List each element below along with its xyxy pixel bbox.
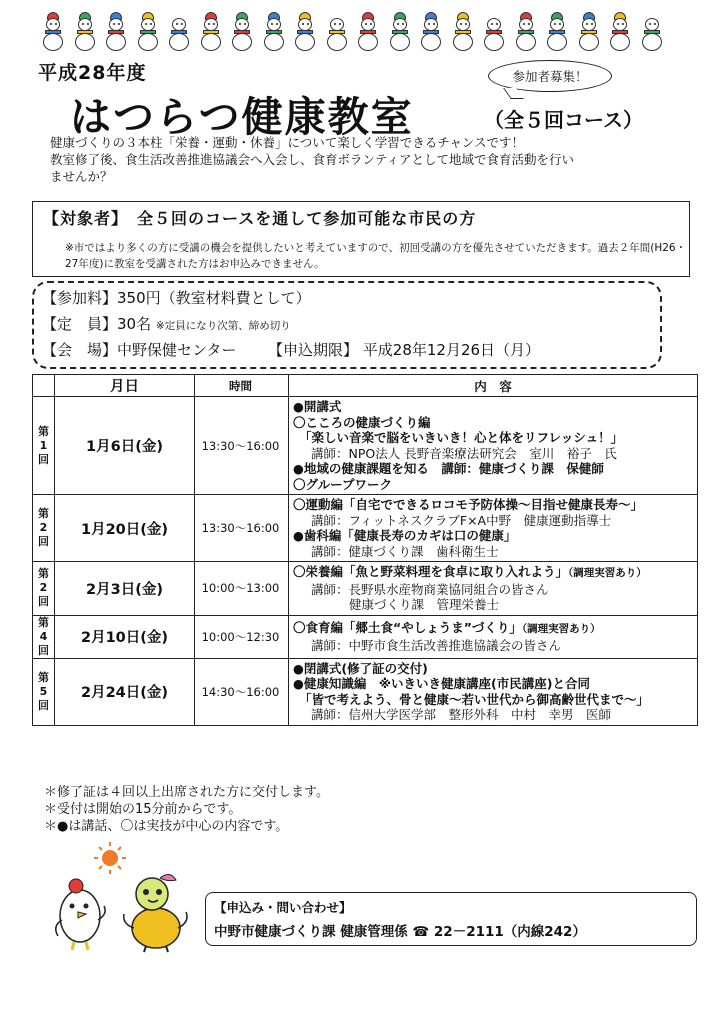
note-line: ＊修了証は４回以上出席された方に交付します。 [44, 785, 329, 800]
content-text: ●開講式 [293, 399, 342, 414]
content-line [293, 477, 693, 493]
fee-label: 【参加料】 [42, 289, 118, 307]
content-text: 講師：信州大学医学部 整形外科 中村 幸男 医師 [311, 707, 612, 722]
capacity-note: ※定員になり次第、締め切り [155, 320, 291, 332]
session-content [289, 615, 698, 658]
content-line [293, 638, 693, 654]
session-content [289, 397, 698, 495]
note-line: ＊受付は開始の15分前からです。 [44, 802, 242, 817]
cooking-practice-note: （調理実習あり） [568, 567, 647, 579]
mascot-illustration [48, 836, 198, 954]
content-line [293, 597, 693, 613]
content-line [293, 661, 693, 677]
capacity-row [42, 313, 291, 334]
snowman-icon [168, 12, 190, 52]
content-text: ●地域の健康課題を知る 講師：健康づくり課 保健師 [293, 461, 604, 476]
content-text: 健康づくり課 管理栄養士 [349, 597, 500, 612]
snowman-icon [452, 12, 474, 52]
capacity-label: 【定 員】 [42, 315, 118, 333]
content-line [293, 676, 693, 692]
content-line [293, 528, 693, 544]
content-text: 〇食育編「郷土食“やしょうま”づくり」 [293, 620, 522, 635]
content-line [293, 620, 693, 638]
session-number [33, 615, 55, 658]
session-time: 10:00～12:30 [195, 615, 289, 658]
content-text: 講師：中野市食生活改善推進協議会の皆さん [311, 637, 562, 653]
snowman-border-decoration [42, 12, 682, 52]
content-text: ●歯科編「健康長寿のカギは口の健康」 [293, 528, 517, 543]
snowman-icon [326, 12, 348, 52]
session-number-char: 2 [39, 581, 48, 595]
contact-box [205, 892, 697, 946]
content-line [293, 692, 693, 708]
session-time: 13:30～16:00 [195, 397, 289, 495]
bubble-text: 参加者募集！ [512, 69, 588, 84]
intro-text [50, 134, 690, 185]
session-number [33, 495, 55, 562]
session-date: 2月3日(金) [55, 562, 195, 616]
schedule-table [32, 374, 698, 726]
session-date: 1月6日(金) [55, 397, 195, 495]
session-date: 2月24日(金) [55, 658, 195, 725]
notes [44, 784, 329, 835]
snowman-icon [357, 12, 379, 52]
session-content [289, 658, 698, 725]
content-text: 「楽しい音楽で脳をいきいき！心と体をリフレッシュ！」 [299, 430, 624, 445]
content-text: 〇こころの健康づくり編 [293, 414, 431, 430]
turtle-mascot-icon [124, 874, 187, 952]
session-number-char: 第 [38, 567, 49, 581]
cooking-practice-note: （調理実習あり） [521, 623, 601, 635]
table-row [33, 562, 698, 616]
event-info-box [32, 281, 662, 369]
session-date: 1月20日(金) [55, 495, 195, 562]
content-text: ●健康知識編 ※いきいき健康講座(市民講座)と合同 [293, 676, 590, 691]
target-audience-box [32, 201, 690, 277]
snowman-icon [137, 12, 159, 52]
session-number-char: 5 [39, 684, 48, 698]
contact-line: 中野市健康づくり課 健康管理係 ☎ 22－2111（内線242） [214, 924, 586, 940]
session-number-char: 1 [39, 438, 48, 452]
snowman-icon [231, 12, 253, 52]
content-text: 講師：長野県水産物商業協同組合の皆さん [311, 581, 549, 597]
snowman-icon [389, 12, 411, 52]
session-number-char: 第 [38, 424, 49, 438]
content-text: ●閉講式(修了証の交付) [293, 660, 428, 676]
venue-value: 中野保健センター [117, 341, 237, 359]
snowman-icon [420, 12, 442, 52]
fiscal-year-label: 平成28年度 [38, 62, 147, 84]
table-row [33, 615, 698, 658]
table-row [33, 397, 698, 495]
venue-row [42, 339, 540, 360]
session-time: 13:30～16:00 [195, 495, 289, 562]
content-line [293, 564, 693, 582]
snowman-icon [42, 12, 64, 52]
content-text: 〇グループワーク [293, 476, 393, 492]
session-number [33, 562, 55, 616]
session-number [33, 658, 55, 725]
snowman-icon [578, 12, 600, 52]
table-row [33, 495, 698, 562]
deadline-value: 平成28年12月26日（月） [362, 341, 541, 359]
table-row [33, 658, 698, 725]
content-text: 「皆で考えよう、骨と健康～若い世代から御高齢世代まで～」 [299, 691, 650, 707]
snowman-icon [294, 12, 316, 52]
session-number-char: 回 [38, 595, 49, 609]
snowman-icon [74, 12, 96, 52]
header-blank [33, 375, 55, 397]
session-number-char: 回 [38, 698, 49, 712]
header-date: 月日 [55, 375, 195, 397]
content-line [293, 544, 693, 560]
session-content [289, 495, 698, 562]
session-time: 10:00～13:00 [195, 562, 289, 616]
capacity-value: 30名 [117, 315, 152, 333]
contact-heading: 【申込み・問い合わせ】 [214, 900, 352, 915]
content-line [293, 430, 693, 446]
intro-line: 教室修了後、食生活改善推進協議会へ入会し、食育ボランティアとして地域で食育活動を行い [50, 152, 575, 167]
content-text: 講師：フィットネスクラブF×A中野 健康運動指導士 [311, 512, 612, 528]
page-title: はつらつ健康教室 [70, 93, 414, 141]
content-text: 〇運動編「自宅でできるロコモ予防体操～目指せ健康長寿～」 [293, 497, 644, 512]
session-content [289, 562, 698, 616]
venue-label: 【会 場】 [42, 341, 118, 359]
session-number-char: 2 [39, 521, 48, 534]
content-text: 〇栄養編「魚と野菜料理を食卓に取り入れよう」 [293, 564, 569, 579]
intro-line: 健康づくりの３本柱「栄養・運動・休養」について楽しく学習できるチャンスです！ [50, 135, 525, 150]
sun-icon [94, 842, 126, 874]
session-number-char: 回 [38, 535, 49, 548]
content-line [293, 461, 693, 477]
content-line [293, 415, 693, 431]
fee-row [42, 287, 311, 308]
snowman-icon [200, 12, 222, 52]
session-time: 14:30～16:00 [195, 658, 289, 725]
note-line: ＊●は講話、〇は実技が中心の内容です。 [44, 819, 289, 834]
session-number-char: 第 [38, 615, 49, 629]
fee-value: 350円（教室材料費として） [117, 289, 311, 307]
header-time: 時間 [195, 375, 289, 397]
snowman-icon [609, 12, 631, 52]
table-header-row [33, 375, 698, 397]
session-number [33, 397, 55, 495]
session-number-char: 第 [38, 670, 49, 684]
intro-line: ませんか？ [50, 169, 113, 184]
target-heading: 【対象者】 全５回のコースを通して参加可能な市民の方 [43, 209, 477, 228]
content-line [293, 399, 693, 415]
content-line [293, 513, 693, 529]
snowman-icon [263, 12, 285, 52]
session-number-char: 回 [38, 643, 49, 657]
content-line [293, 497, 693, 513]
content-line [293, 582, 693, 598]
session-number-char: 第 [38, 507, 49, 520]
header-content: 内 容 [289, 375, 698, 397]
content-text: 講師：健康づくり課 歯科衛生士 [311, 543, 499, 559]
content-line [293, 707, 693, 723]
course-count-label: （全５回コース） [484, 108, 643, 132]
snowman-icon [105, 12, 127, 52]
snowman-icon [641, 12, 663, 52]
session-number-char: 回 [38, 452, 49, 466]
session-number-char: 4 [39, 629, 48, 643]
deadline-label: 【申込期限】 [267, 341, 358, 359]
snowman-icon [546, 12, 568, 52]
snowman-icon [483, 12, 505, 52]
bird-mascot-icon [56, 879, 105, 950]
recruiting-speech-bubble [488, 60, 612, 92]
session-date: 2月10日(金) [55, 615, 195, 658]
content-line [293, 446, 693, 462]
content-text: 講師：NPO法人 長野音楽療法研究会 室川 裕子 氏 [311, 445, 617, 461]
snowman-icon [515, 12, 537, 52]
target-note: ※市ではより多くの方に受講の機会を提供したいと考えていますので、初回受講の方を優先させていただきます。過去２年間(H26・27年度)に教室を受講された方はお申込みできません。 [65, 242, 687, 270]
